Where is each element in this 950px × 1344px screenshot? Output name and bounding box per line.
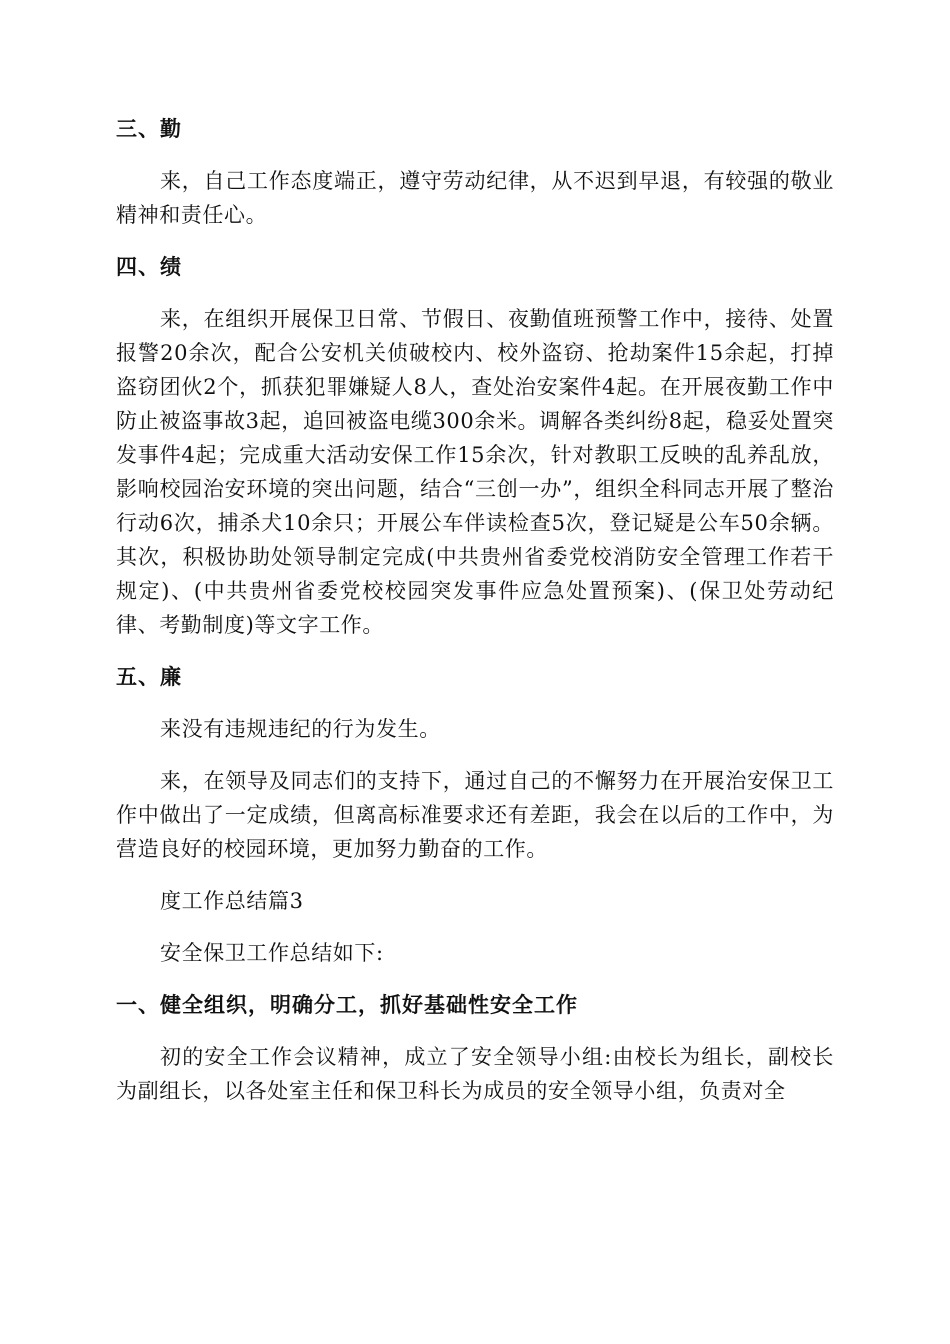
paragraph-qin: 来，自己工作态度端正，遵守劳动纪律，从不迟到早退，有较强的敬业精神和责任心。 (116, 169, 834, 227)
paragraph-organization: 初的安全工作会议精神，成立了安全领导小组:由校长为组长，副校长为副组长，以各处室主任和保卫科长为成员的安全领导小组，负责对全 (116, 1045, 834, 1103)
section-heading-lian: 五、廉 (116, 664, 182, 689)
paragraph-lian: 来没有违规违纪的行为发生。 (160, 717, 441, 741)
paragraph-ji: 来，在组织开展保卫日常、节假日、夜勤值班预警工作中，接待、处置报警20余次，配合公安机关侦破校内、校外盗窃、抢劫案件15余起，打掉盗窃团伙2个，抓获犯罪嫌疑人8人，查处治安案件4起。在开展夜勤工作中防止被盗事故3起，追回被盗电缆300余米。调解各类纠纷8起，稳妥处置突发事件4起；完成重大活动安保工作15余次，针对教职工反映的乱养乱放，影响校园治安环境的突出问题，结合“三创一办”，组织全科同志开展了整治行动6次，捕杀犬10余只；开展公车伴读检查5次，登记疑是公车50余辆。其次，积极协助处领导制定完成(中共贵州省委党校消防安全管理工作若干规定)、(中共贵州省委党校校园突发事件应急处置预案)、(保卫处劳动纪律、考勤制度)等文字工作。 (116, 307, 834, 637)
section-heading-organization: 一、健全组织，明确分工，抓好基础性安全工作 (116, 992, 578, 1017)
section-heading-ji: 四、绩 (116, 254, 182, 279)
section-heading-qin: 三、勤 (116, 116, 182, 141)
paragraph-summary-intro: 安全保卫工作总结如下: (160, 941, 384, 965)
paragraph-article-title: 度工作总结篇3 (160, 889, 304, 913)
paragraph-conclusion: 来，在领导及同志们的支持下，通过自己的不懈努力在开展治安保卫工作中做出了一定成绩，但离高标准要求还有差距，我会在以后的工作中，为营造良好的校园环境，更加努力勤奋的工作。 (116, 769, 834, 861)
document-page (116, 112, 834, 1126)
